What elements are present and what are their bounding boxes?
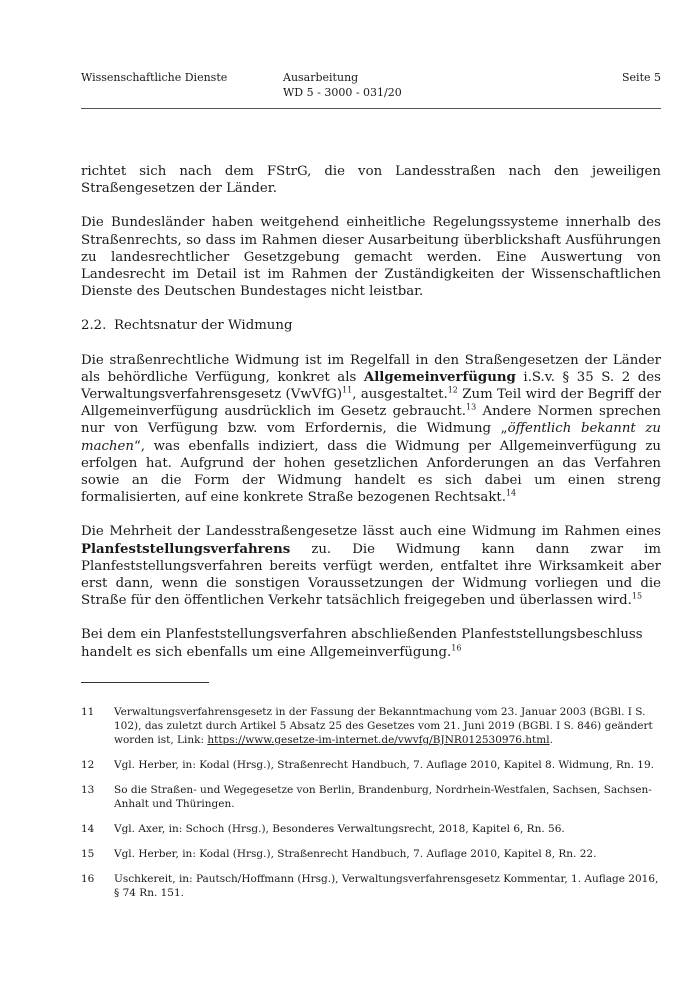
footnote-16	[81, 872, 661, 900]
header-divider	[81, 108, 661, 109]
footnotes	[81, 705, 661, 911]
text-run: Bei dem ein Planfeststellungsverfahren abschließenden Planfeststellungsbeschluss handelt es sich ebenfalls um eine Allgemeinverfügung.	[81, 627, 643, 660]
footnote-text-end: .	[549, 734, 553, 746]
paragraph-4	[81, 523, 661, 609]
italic-quote: öffentlich bekannt zu machen	[81, 421, 661, 454]
footnote-14	[81, 822, 661, 836]
footnote-number: 16	[81, 873, 95, 885]
footnote-text: Vgl. Axer, in: Schoch (Hrsg.), Besonderes Verwaltungsrecht, 2018, Kapitel 6, Rn. 56.	[114, 823, 565, 835]
text-run: zu. Die Widmung kann dann zwar im Planfeststellungsverfahren bereits verfügt werden, entfaltet ihre Wirksamkeit aber erst dann, wenn die sonstigen Voraussetzungen der Widmung vorliegen und die Straße für den öffentlichen Verkehr tatsächlich freigegeben und überlassen wird.	[81, 541, 661, 609]
footnote-text: Vgl. Herber, in: Kodal (Hrsg.), Straßenrecht Handbuch, 7. Auflage 2010, Kapitel 8, Rn. 22.	[114, 848, 597, 860]
footnote-text: Vgl. Herber, in: Kodal (Hrsg.), Straßenrecht Handbuch, 7. Auflage 2010, Kapitel 8. Widmung, Rn. 19.	[114, 759, 654, 771]
header-doc-number: WD 5 - 3000 - 031/20	[283, 86, 402, 99]
paragraph-2: Die Bundesländer haben weitgehend einheitliche Regelungssysteme innerhalb des Straßenrechts, so dass im Rahmen dieser Ausarbeitung überblickshaft Ausführungen zu landesrechtlicher Gesetzgebung gemacht werden. Eine Auswertung von Landesrecht im Detail ist im Rahmen der Zuständigkeiten der Wissenschaftlichen Dienste des Deutschen Bundestages nicht leistbar.	[81, 215, 661, 300]
footnote-text: Uschkereit, in: Pautsch/Hoffmann (Hrsg.), Verwaltungsverfahrensgesetz Kommentar, 1. Auflage 2016, § 74 Rn. 151.	[114, 873, 659, 899]
footnote-link[interactable]: https://www.gesetze-im-internet.de/vwvfg/BJNR012530976.html	[207, 734, 550, 746]
paragraph-1: richtet sich nach dem FStrG, die von Landesstraßen nach den jeweiligen Straßengesetzen der Länder.	[81, 164, 661, 197]
footnote-ref[interactable]: 15	[631, 591, 643, 601]
footnote-text: Verwaltungsverfahrensgesetz in der Fassung der Bekanntmachung vom 23. Januar 2003 (BGBl. I S. 102), das zuletzt durch Artikel 5 Absatz 25 des Gesetzes vom 21. Juni 2019 (BGBl. I S. 846) geändert worden ist, Link:	[114, 706, 653, 746]
footnote-divider	[81, 682, 209, 683]
footnote-ref[interactable]: 16	[451, 643, 462, 653]
text-run: Zum Teil wird der Begriff der Allgemeinverfügung ausdrücklich im Gesetz gebraucht.	[81, 387, 661, 420]
header-page-number: Seite 5	[622, 71, 661, 84]
text-run: “, was ebenfalls indiziert, dass die Widmung per Allgemeinverfügung zu erfolgen hat. Aufgrund der hohen gesetzlichen Anforderungen an das Verfahren sowie an die Form der Widmung handelt es sich dabei um einen streng formalisierten, auf eine konkrete Straße bezogenen Rechtsakt.	[81, 438, 661, 506]
footnote-13	[81, 783, 661, 811]
footnote-ref[interactable]: 12	[447, 385, 458, 395]
header-document-info	[283, 70, 402, 100]
section-title: Rechtsnatur der Widmung	[114, 318, 293, 334]
footnote-ref[interactable]: 11	[342, 385, 353, 395]
main-text	[81, 163, 661, 678]
text-run: Die Mehrheit der Landesstraßengesetze lässt auch eine Widmung im Rahmen eines	[81, 524, 661, 540]
footnote-11	[81, 705, 661, 747]
footnote-12	[81, 758, 661, 772]
footnote-number: 14	[81, 823, 95, 835]
footnote-15	[81, 847, 661, 861]
text-run: , ausgestaltet.	[352, 387, 448, 403]
footnote-text: So die Straßen- und Wegegesetze von Berlin, Brandenburg, Nordrhein-Westfalen, Sachsen, Sachsen-Anhalt und Thüringen.	[114, 784, 652, 810]
text-run: Die straßenrechtliche Widmung ist im Regelfall in den Straßengesetzen der Länder als behördliche Verfügung, konkret als	[81, 352, 661, 385]
footnote-number: 11	[81, 706, 95, 718]
bold-term: Allgemeinverfügung	[363, 369, 516, 385]
bold-term: Planfeststellungsverfahrens	[81, 541, 291, 557]
text-run: i.S.v. § 35 S. 2 des Verwaltungsverfahrensgesetz (VwVfG)	[81, 369, 661, 403]
header-doc-type: Ausarbeitung	[283, 71, 359, 84]
paragraph-5	[81, 626, 661, 660]
text-run: Andere Normen sprechen nur von Verfügung bzw. vom Erfordernis, die Widmung „	[81, 404, 661, 437]
section-heading	[81, 317, 661, 334]
footnote-number: 13	[81, 784, 95, 796]
paragraph-3	[81, 352, 661, 507]
section-number: 2.2.	[81, 318, 107, 334]
footnote-number: 15	[81, 848, 95, 860]
footnote-number: 12	[81, 759, 95, 771]
footnote-ref[interactable]: 13	[465, 402, 477, 412]
header-department: Wissenschaftliche Dienste	[81, 71, 228, 84]
footnote-ref[interactable]: 14	[505, 488, 517, 498]
